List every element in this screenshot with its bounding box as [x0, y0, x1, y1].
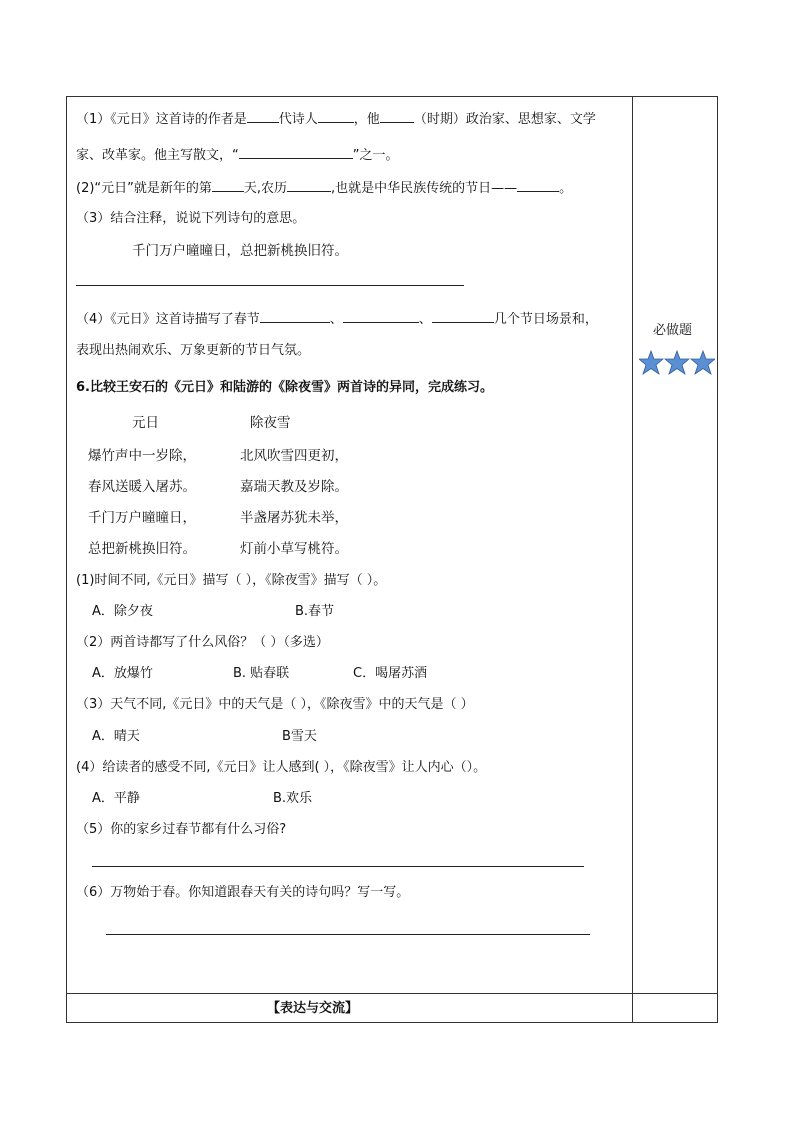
q4-sep-2: 、 [418, 312, 432, 327]
footer-section-title: 【表达与交流】 [267, 1001, 359, 1016]
q4-line1 [76, 310, 598, 328]
q6-sub6: （6）万物始于春。你知道跟春天有关的诗句吗？写一写。 [76, 885, 410, 900]
star-icon [665, 351, 689, 374]
blank-poet[interactable] [318, 110, 354, 123]
q6-title: 6.比较王安石的《元日》和陆游的《除夜雪》两首诗的异同，完成练习。 [76, 380, 493, 395]
q6-sub2-option-b[interactable]: B. 贴春联 [233, 666, 290, 681]
poem2-line: 半盏屠苏犹未举， [240, 510, 348, 526]
q6-sub3: （3）天气不同,《元日》中的天气是（ ），《除夜雪》中的天气是（ ） [76, 697, 474, 712]
q2-text-d: 。 [559, 181, 573, 196]
q6-sub5: （5）你的家乡过春节都有什么习俗? [76, 822, 287, 837]
blank-scene-3[interactable] [432, 310, 494, 323]
star-icon [639, 351, 663, 374]
q1-line2 [76, 146, 399, 164]
side-label: 必做题 [653, 323, 693, 338]
q6-sub5-answer-line[interactable] [92, 866, 584, 867]
q1-text-f: ”之一。 [352, 148, 399, 163]
q3-prompt: （3）结合注释，说说下列诗句的意思。 [76, 211, 306, 226]
q4-text-a: （4）《元日》这首诗描写了春节 [76, 312, 260, 327]
q1-text-a: （1）《元日》这首诗的作者是 [76, 112, 247, 127]
poem1-line: 爆竹声中一岁除， [88, 448, 196, 464]
poem1-line: 总把新桃换旧符。 [88, 541, 196, 557]
difficulty-stars [639, 350, 715, 376]
q3-answer-line[interactable] [76, 285, 464, 286]
q1-text-c: ，他 [353, 112, 380, 127]
blank-festival[interactable] [517, 179, 559, 192]
q4-sep-1: 、 [329, 312, 343, 327]
q4-text-b: 几个节日场景和， [493, 312, 598, 327]
q6-sub1-option-a[interactable]: A．除夕夜 [92, 604, 153, 619]
star-icon [691, 351, 715, 374]
worksheet-table [66, 96, 718, 1023]
blank-day[interactable] [212, 179, 244, 192]
poem1-line: 春风送暖入屠苏。 [88, 479, 196, 495]
q6-sub2-option-a[interactable]: A．放爆竹 [92, 666, 153, 681]
q6-sub4-option-a[interactable]: A．平静 [92, 791, 140, 806]
q2-text-a: (2)“元日”就是新年的第 [76, 181, 212, 196]
poem2-line: 北风吹雪四更初， [240, 448, 348, 464]
q1-text-b: 代诗人 [278, 112, 318, 127]
blank-scene-1[interactable] [260, 310, 330, 323]
q3-poem-line: 千门万户曈曈日，总把新桃换旧符。 [132, 243, 348, 259]
q1-text-e: 家、改革家。他主写散文，“ [76, 148, 239, 163]
blank-dynasty[interactable] [247, 110, 279, 123]
blank-lunar[interactable] [287, 179, 331, 192]
poem1-line: 千门万户曈曈日， [88, 510, 196, 526]
q4-line2: 表现出热闹欢乐、万象更新的节日气氛。 [76, 343, 311, 358]
poem2-line: 嘉瑞天教及岁除。 [240, 479, 348, 495]
q6-sub2: （2）两首诗都写了什么风俗？（ ）（多选） [76, 635, 329, 650]
q6-sub4: (4）给读者的感受不同,《元日》让人感到( ），《除夜雪》让人内心（）。 [76, 760, 487, 775]
q6-sub4-option-b[interactable]: B.欢乐 [273, 791, 313, 806]
poem1-title: 元日 [132, 415, 159, 431]
q1-line1 [76, 110, 596, 128]
q6-sub1: (1)时间不同,《元日》描写（ ），《除夜雪》描写（ ）。 [76, 573, 387, 588]
q2-text-b: 天,农历 [243, 181, 288, 196]
q6-sub6-answer-line[interactable] [106, 934, 590, 935]
q6-sub2-option-c[interactable]: C．喝屠苏酒 [353, 666, 428, 681]
q2-line [76, 179, 572, 197]
q2-text-c: ,也就是中华民族传统的节日—— [331, 181, 518, 196]
q6-sub3-option-a[interactable]: A．晴天 [92, 729, 140, 744]
blank-period[interactable] [380, 110, 414, 123]
blank-group[interactable] [239, 146, 353, 159]
q6-sub3-option-b[interactable]: B雪天 [282, 729, 317, 744]
q1-text-d: （时期）政治家、思想家、文学 [413, 112, 596, 127]
footer-divider [67, 993, 717, 994]
blank-scene-2[interactable] [343, 310, 419, 323]
q6-sub1-option-b[interactable]: B.春节 [295, 604, 335, 619]
poem2-title: 除夜雪 [250, 415, 291, 431]
poem2-line: 灯前小草写桃符。 [240, 541, 348, 557]
column-divider [632, 97, 633, 1022]
